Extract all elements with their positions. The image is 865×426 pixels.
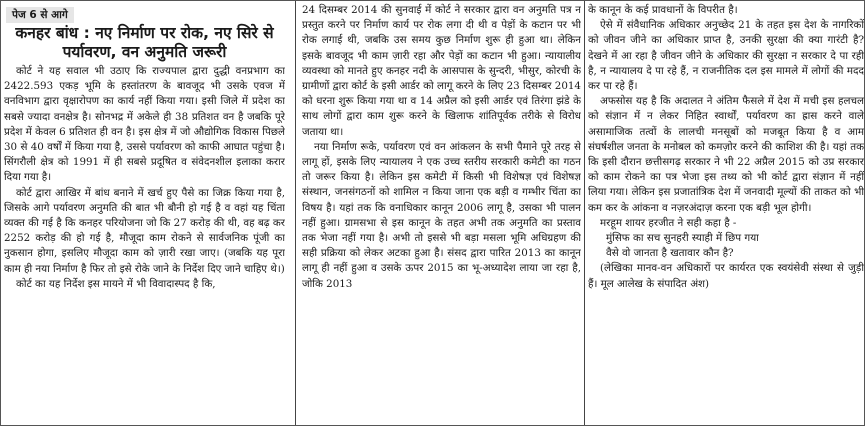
paragraph: के कानून के कई प्रावधानों के विपरीत है।: [588, 4, 738, 16]
paragraph: अफसोस यह है कि अदालत ने अंतिम फैसले में देश में मची इस हलचल को संज्ञान में न लेकर निहित स्वार्थों, पर्यावरण का ह्रास करने वाले असामाजिक तत्वों के लालची मनसूबों को मजबूत किया है व आम संघर्षशील जनता के मनोबल को कमज़ोर करने की काशिश की है। यहां तक कि इसी दौरान छत्तीसगढ़ सरकार ने भी 22 अप्रैल 2015 को उप्र सरकार को काम रोकने का पत्र भेजा इस तथ्य को भी कोर्ट द्वारा संज्ञान में नहीं लिया गया। लेकिन इस प्रजातांत्रिक देश में जनवादी मूल्यों की ताकत को भी कम कर के आंकना व नज़रअंदाज़ करना एक बड़ी भूल होगी।: [588, 95, 864, 214]
poem-line: वैसे वो जानता है खतावार कौन है?: [606, 247, 734, 260]
poem-line: मुंसिफ का सच सुनहरी स्याही में छिप गया: [606, 232, 759, 245]
poem-intro: मरहूम शायर हरजीत ने सही कहा है -: [600, 216, 737, 229]
column-3: [588, 3, 864, 423]
column-divider: [295, 1, 296, 425]
paragraph: कोर्ट ने यह सवाल भी उठाए कि राज्यपाल द्वारा दुद्धी वनप्रभाग का 2422.593 एकड़ भूमि के हस्तांतरण के बावजूद भी उसके एवज में वनविभाग द्वारा वृक्षारोपण का कार्य नहीं किया गया। इसी जिले में प्रदेश का सबसे ज्यादा वनक्षेत्र है। सोनभद्र में अकेले ही 38 प्रतिशत वन है जबकि पूरे प्रदेश में केवल 6 प्रतिशत ही वन है। इस क्षेत्र में जो औद्योगिक विकास पिछले 30 से 40 वर्षों में किया गया है, उससे पर्यावरण को काफी आघात पहुंचा है। सिंगरौली क्षेत्र को 1991 में ही सबसे प्रदूषित व संवेदनशील इलाका करार दिया गया है।: [4, 65, 285, 184]
column-2: [302, 3, 581, 423]
paragraph: नया निर्माण रूके, पर्यावरण एवं वन आंकलन के सभी पैमाने पूरे तरह से लागू हों, इसके लिए न्यायालय ने एक उच्च स्तरीय सरकारी कमेटी का गठन तो जरूर किया है। लेकिन इस कमेटी में किसी भी विशेषज्ञ एवं विशेषज्ञ संस्थान, जनसंगठनों को शामिल न किया जाना एक बड़ी व गम्भीर चिंता का विषय है। यहां तक कि वनाधिकार कानून 2006 लागू है, उसका भी पालन नहीं हुआ। ग्रामसभा से इस कानून के तहत अभी तक अनुमति का प्रस्ताव तक भेजा नहीं गया है। अभी तो इससे भी बड़ा मसला भूमि अधिग्रहण की सही प्रक्रिया को लेकर अटका हुआ है। संसद द्वारा पारित 2013 का कानून लागू ही नहीं हुआ व उसके ऊपर 2015 का भू-अध्यादेश लाया जा रहा है, जोकि 2013: [302, 140, 581, 290]
paragraph: ऐसे में संवैधानिक अधिकार अनुच्छेद 21 के तहत इस देश के नागरिकों को जीवन जीने का अधिकार प्राप्त है, उनकी सुरक्षा की क्या गारंटी है? देखने में आ रहा है जीवन जीने के अधिकार की सुरक्षा न सरकार दे पा रही है, न न्यायालय दे पा रहे हैं, न राजनीतिक दल इस मामले में लोगों की मदद कर पा रहे हैं।: [588, 19, 864, 93]
column-1: [4, 3, 285, 423]
author-note: (लेखिका मानव-वन अधिकारों पर कार्यरत एक स्वयंसेवी संस्था से जुड़ी हैं। मूल आलेख के संपादित अंश): [588, 262, 864, 290]
paragraph: कोर्ट द्वारा आखिर में बांध बनाने में खर्च हुए पैसे का जिक्र किया गया है, जिसके आगे पर्यावरण अनुमति की बात भी बौनी हो गई है व वहां यह चिंता व्यक्त की गई है कि कनहर परियोजना जो कि 27 करोड़ की थी, वह बढ़ कर 2252 करोड़ की हो गई है, मौजूदा काम रोकने से सार्वजनिक पूंजी का नुकसान होगा, इसलिए मौजूदा काम को ज़ारी रखा जाए। (जबकि यह पूरा काम ही नया निर्माण है फिर तो इसे रोके जाने के निर्देश दिए जाने चाहिए थे।): [4, 186, 285, 275]
paragraph: 24 दिसम्बर 2014 की सुनवाई में कोर्ट ने सरकार द्वारा वन अनुमति पत्र न प्रस्तुत करने पर निर्माण कार्य पर रोक लगा दी थी व पेड़ों के कटान पर भी रोक लगाई थी, जबकि उस समय कुछ निर्माण शुरू ही हुआ था। लेकिन इसके बावजूद भी काम ज़ारी रहा और पेड़ों का कटान भी हुआ। न्यायालीय व्यवस्था को मानते हुए कनहर नदी के आसपास के सुन्दरी, भीसुर, कोरची के ग्रामीणों द्वारा कोर्ट के इसी आर्डर को लागू करने के लिए 23 दिसम्बर 2014 को धरना शुरू किया गया था व 14 अप्रैल को इसी आर्डर एवं तिरंगा झंडे के साथ लोगों द्वारा काम शुरू करने के खिलाफ शांतिपूर्वक तरीके से विरोध जताया था।: [302, 4, 581, 138]
article-headline: कनहर बांध : नए निर्माण पर रोक, नए सिरे से पर्यावरण, वन अनुमति जरूरी: [15, 24, 274, 61]
continued-from-label: पेज 6 से आगे: [6, 7, 74, 23]
paragraph: कोर्ट का यह निर्देश इस मायने में भी विवादास्पद है कि,: [16, 277, 216, 290]
column-divider: [584, 1, 585, 425]
